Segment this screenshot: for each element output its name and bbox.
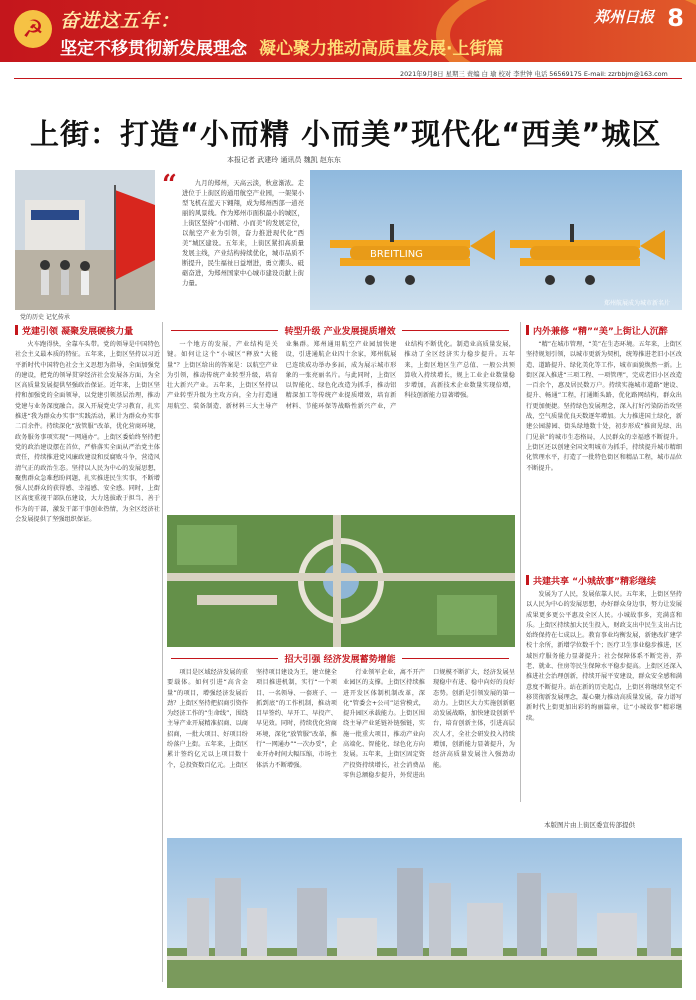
aerial-park-photo <box>167 515 515 647</box>
party-emblem-icon: ☭ <box>14 10 52 48</box>
banner-headline <box>60 34 503 59</box>
article-title: 上街：打造“小而精 小而美”现代化“西美”城区 <box>30 117 662 151</box>
left-photo-caption: 党的历史 记忆传承 <box>20 314 70 321</box>
city-skyline-photo <box>167 838 682 988</box>
header-banner <box>0 0 696 62</box>
column-1-text: 火车跑得快，全靠车头带。党的领导是中国特色社会主义最本质的特征。五年来，上街区坚持以习近平新时代中国特色社会主义思想为指导，全面加强党的建设，把党的领导贯穿经济社会发展各方面，为全区高质量发展提供坚强政治保证。近年来，上街区坚持和加强党的全面领导，以党建引领基层治理，推动党建与业务深度融合。深入开展党史学习教育，扎实推进“我为群众办实事”实践活动，累计为群众办实事二百余件。持续深化“放管服”改革，优化营商环境，政务服务事项实现“一网通办”。上街区委始终坚持把党的政治建设摆在首位，严格落实全面从严治党主体责任，持续推进党风廉政建设和反腐败斗争，营造风清气正的政治生态。坚持以人民为中心的发展思想，聚焦群众急难愁盼问题，扎实推进民生实事，不断增强人民群众的获得感、幸福感、安全感。同时，上街区高度重视干部队伍建设，大力选拔敢于担当、善于作为的干部，激发干部干事创业热情，为全区经济社会发展提供了坚强组织保证。 <box>15 341 160 524</box>
svg-text:BREITLING: BREITLING <box>370 249 423 260</box>
newspaper-logo: 郑州日报 <box>594 8 655 26</box>
section-bar <box>526 325 529 335</box>
section-bar <box>15 325 18 335</box>
section-head-livelihood: 共建共享 “小城故事”精彩继续 <box>526 572 686 588</box>
column-4-text: 项目是区域经济发展的重要载体。如何引进“高含金量”的项目，增强经济发展后劲？上街区坚持把招商引资作为经济工作的“生命线”，围绕主导产业开展精准招商、以商招商，一批大项目、好项目纷纷落户上街。五年来，上街区累计签约亿元以上项目数十个，总投资数百亿元。上街区坚持项目建设为王，建立健全项目推进机制，实行“一个项目、一名领导、一套班子、一抓到底”的工作机制，推动项目早签约、早开工、早投产、早见效。同时，持续优化营商环境，深化“放管服”改革，推行“一网通办”“一次办妥”，企业开办时间大幅压缩，市场主体活力不断增强。 <box>167 669 337 769</box>
column-3-text: “精”在城市管理，“美”在生态环境。五年来，上街区坚持规划引领，以城市更新为契机，统筹推进老旧小区改造、道路提升、绿化美化等工作，城市面貌焕然一新。上街区深入推进“三项工程、一项管理”，完成老旧小区改造一百余个，惠及居民数万户。持续实施城市道路“建设、提升、畅通”工程，打通断头路，优化路网结构，群众出行更加便捷。坚持绿色发展理念，深入打好污染防治攻坚战，空气质量优良天数逐年增加。大力推进国土绿化，新建公园游园、街头绿地数十处，初步形成“推窗见绿、出门见景”的城市生态格局，人民群众的幸福感不断提升。上街区还以创建全国文明城市为抓手，持续提升城市精细化管理水平，打造了一批特色街区和精品工程，城市品位不断提升。 <box>526 341 682 472</box>
column-divider <box>162 322 163 982</box>
party-history-photo <box>15 170 155 310</box>
banner-headline-left: 坚定不移贯彻新发展理念 <box>60 39 247 59</box>
header-rule <box>14 78 682 79</box>
lead-text: 九月的郑州，天高云淡，秋意渐浓。走进位于上街区的通用航空产业园，一架架小型飞机在蓝天下翱翔，成为郑州西部一道亮丽的风景线。作为郑州市面积最小的城区，上街区坚持“小而精、小而美”的发展定位，以航空产业为引领，奋力推进现代化“西美”城区建设。五年来，上街区紧扣高质量发展主线，产业结构持续优化，城市品质不断提升，民生福祉日益增进，勇立潮头、砥砺奋进，为郑州国家中心城市建设贡献上街力量。 <box>182 179 304 287</box>
banner-section: ·上街篇 <box>446 39 504 59</box>
issue-meta: 2021年9月8日 星期三 责编 白 瑜 校对 李世钟 电话 56569175 E-mail: zzrbbjm@163.com <box>400 70 668 78</box>
column-5-text: 行业领军企业，离不开产业园区的支撑。上街区持续推进开发区体制机制改革，深化“管委会+公司”运营模式，提升园区承载能力。上街区围绕主导产业延链补链强链，实施一批重大项目，推动产业向高端化、智能化、绿色化方向发展。五年来，上街区固定资产投资持续增长，社会消费品零售总额稳步提升，外贸进出口规模不断扩大，经济发展呈现稳中有进、稳中向好的良好态势。创新是引领发展的第一动力。上街区大力实施创新驱动发展战略，加快建设创新平台，培育创新主体，引进高层次人才，全社会研发投入持续增加，创新能力显著提升，为经济高质量发展注入强劲动能。 <box>343 669 515 779</box>
lead-paragraph <box>182 178 304 300</box>
section-head-city: 内外兼修 “精”“美”上街让人沉醉 <box>526 322 686 338</box>
photo-credit: 本版图片由上街区委宣传部提供 <box>544 821 635 829</box>
right-photo-caption: 郑州航展成为城市新名片 <box>604 300 671 307</box>
section-head-party: 党建引领 凝聚发展硬核力量 <box>15 322 160 338</box>
column-6-text: 发展为了人民，发展依靠人民。五年来，上街区坚持以人民为中心的发展思想，办好群众身边事，努力让发展成果更多更公平惠及全区人民。小城故事多，充满喜和乐。上街区持续加大民生投入，财政支出中民生支出占比始终保持在七成以上。教育事业均衡发展，新建改扩建学校十余所，新增学位数千个；医疗卫生事业稳步推进，区域医疗服务能力显著提升；社会保障体系不断完善，养老、就业、住房等民生保障水平稳步提高。上街区还深入推进社会治理创新，持续开展平安建设，群众安全感和满意度不断提升。站在新的历史起点，上街区将继续坚定不移贯彻新发展理念，凝心聚力推动高质量发展，奋力谱写新时代上街更加出彩的绚丽篇章，让“小城故事”精彩继续。 <box>526 591 682 722</box>
airshow-photo <box>310 170 682 310</box>
section-head-investment: 招大引强 经济发展蓄势增能 <box>165 650 515 666</box>
page-number: 8 <box>667 4 684 32</box>
section-bar <box>526 575 529 585</box>
series-title: 奋进这五年： <box>60 10 181 32</box>
column-2-text: 一个地方的发展，产业结构是关键。如何让这个“小城区”释放“大能量”？上街区给出的答案是：以航空产业为引领，推动传统产业转型升级，培育壮大新兴产业。五年来，上街区坚持以产业转型升级为主攻方向，全力打造通用航空、装备制造、新材料三大主导产业集群。郑州通用航空产业园加快建设，引进通航企业四十余家，郑州航展已连续成功举办多届，成为展示城市形象的一张亮丽名片。与此同时，上街区以智能化、绿色化改造为抓手，推动铝精深加工等传统产业提质增效，培育新材料、节能环保等战略性新兴产业，产业结构不断优化。制造业高质量发展，推动了全区经济实力稳步提升。五年来，上街区地区生产总值、一般公共预算收入持续增长，规上工业企业数量稳步增加，高新技术企业数量实现倍增，科技创新能力显著增强。 <box>167 341 515 410</box>
banner-headline-right: 凝心聚力推动高质量发展 <box>259 39 446 59</box>
article-byline: 本报记者 武建玲 通讯员 魏凯 赵东东 <box>227 156 341 164</box>
section-head-industry: 转型升级 产业发展提质增效 <box>165 322 515 338</box>
column-divider <box>520 322 521 802</box>
quote-mark-icon: “ <box>162 170 177 200</box>
